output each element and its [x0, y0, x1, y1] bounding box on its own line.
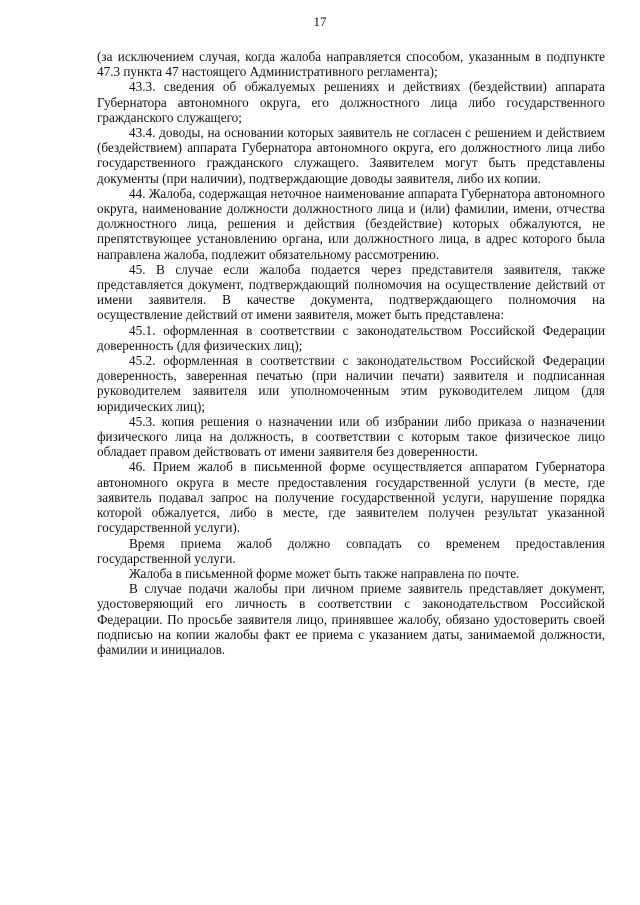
- paragraph-45-1: 45.1. оформленная в соответствии с законодательством Российской Федерации доверенность (для физических лиц);: [97, 322, 605, 353]
- paragraph-44: 44. Жалоба, содержащая неточное наименование аппарата Губернатора автономного округа, наименование должности должностного лица и (или) фамилии, имени, отчества должностного лица, решения и действия (бездействие) которых обжалуются, не препятствующее установлению органа, или должностного лица, в адрес которого была направлена жалоба, подлежит обязательному рассмотрению.: [97, 185, 605, 262]
- paragraph-46-personal-reception: В случае подачи жалобы при личном приеме заявитель представляет документ, удостоверяющий его личность в соответствии с законодательством Российской Федерации. По просьбе заявителя лицо, принявшее жалобу, обязано удостоверить своей подписью на копии жалобы факт ее приема с указанием даты, занимаемой должности, фамилии и инициалов.: [97, 581, 605, 657]
- paragraph-45: 45. В случае если жалоба подается через представителя заявителя, также представляется документ, подтверждающий полномочия на осуществление действий от имени заявителя. В качестве документа, подтверждающего полномочия на осуществление действий от имени заявителя, может быть представлена:: [97, 261, 605, 323]
- paragraph-45-2: 45.2. оформленная в соответствии с законодательством Российской Федерации доверенность, заверенная печатью (при наличии печати) заявителя и подписанная руководителем заявителя или уполномоченным этим руководителем лицом (для юридических лиц);: [97, 353, 605, 414]
- paragraph-45-3: 45.3. копия решения о назначении или об избрании либо приказа о назначении физического лица на должность, в соответствии с которым такое физическое лицо обладает правом действовать от имени заявителя без доверенности.: [97, 413, 605, 460]
- paragraph-continuation: (за исключением случая, когда жалоба направляется способом, указанным в подпункте 47.3 пункта 47 настоящего Административного регламента);: [97, 49, 605, 80]
- paragraph-46: 46. Прием жалоб в письменной форме осуществляется аппаратом Губернатора автономного округа в месте предоставления государственной услуги (в месте, где заявитель подавал запрос на получение государственной услуги, нарушение порядка которой обжалуется, либо в месте, где заявителем получен результат указанной государственной услуги).: [97, 459, 605, 536]
- page-number: 17: [313, 14, 327, 29]
- document-body: [97, 49, 605, 657]
- paragraph-46-reception-time: Время приема жалоб должно совпадать со временем предоставления государственной услуги.: [97, 535, 605, 566]
- paragraph-43-3: 43.3. сведения об обжалуемых решениях и действиях (бездействии) аппарата Губернатора автономного округа, его должностного лица либо государственного гражданского служащего;: [97, 79, 605, 125]
- paragraph-46-by-mail: Жалоба в письменной форме может быть также направлена по почте.: [129, 565, 520, 581]
- paragraph-43-4: 43.4. доводы, на основании которых заявитель не согласен с решением и действием (бездействием) аппарата Губернатора автономного округа, его должностного лица либо государственного гражданского служащего. Заявителем могут быть представлены документы (при наличии), подтверждающие доводы заявителя, либо их копии.: [97, 125, 605, 186]
